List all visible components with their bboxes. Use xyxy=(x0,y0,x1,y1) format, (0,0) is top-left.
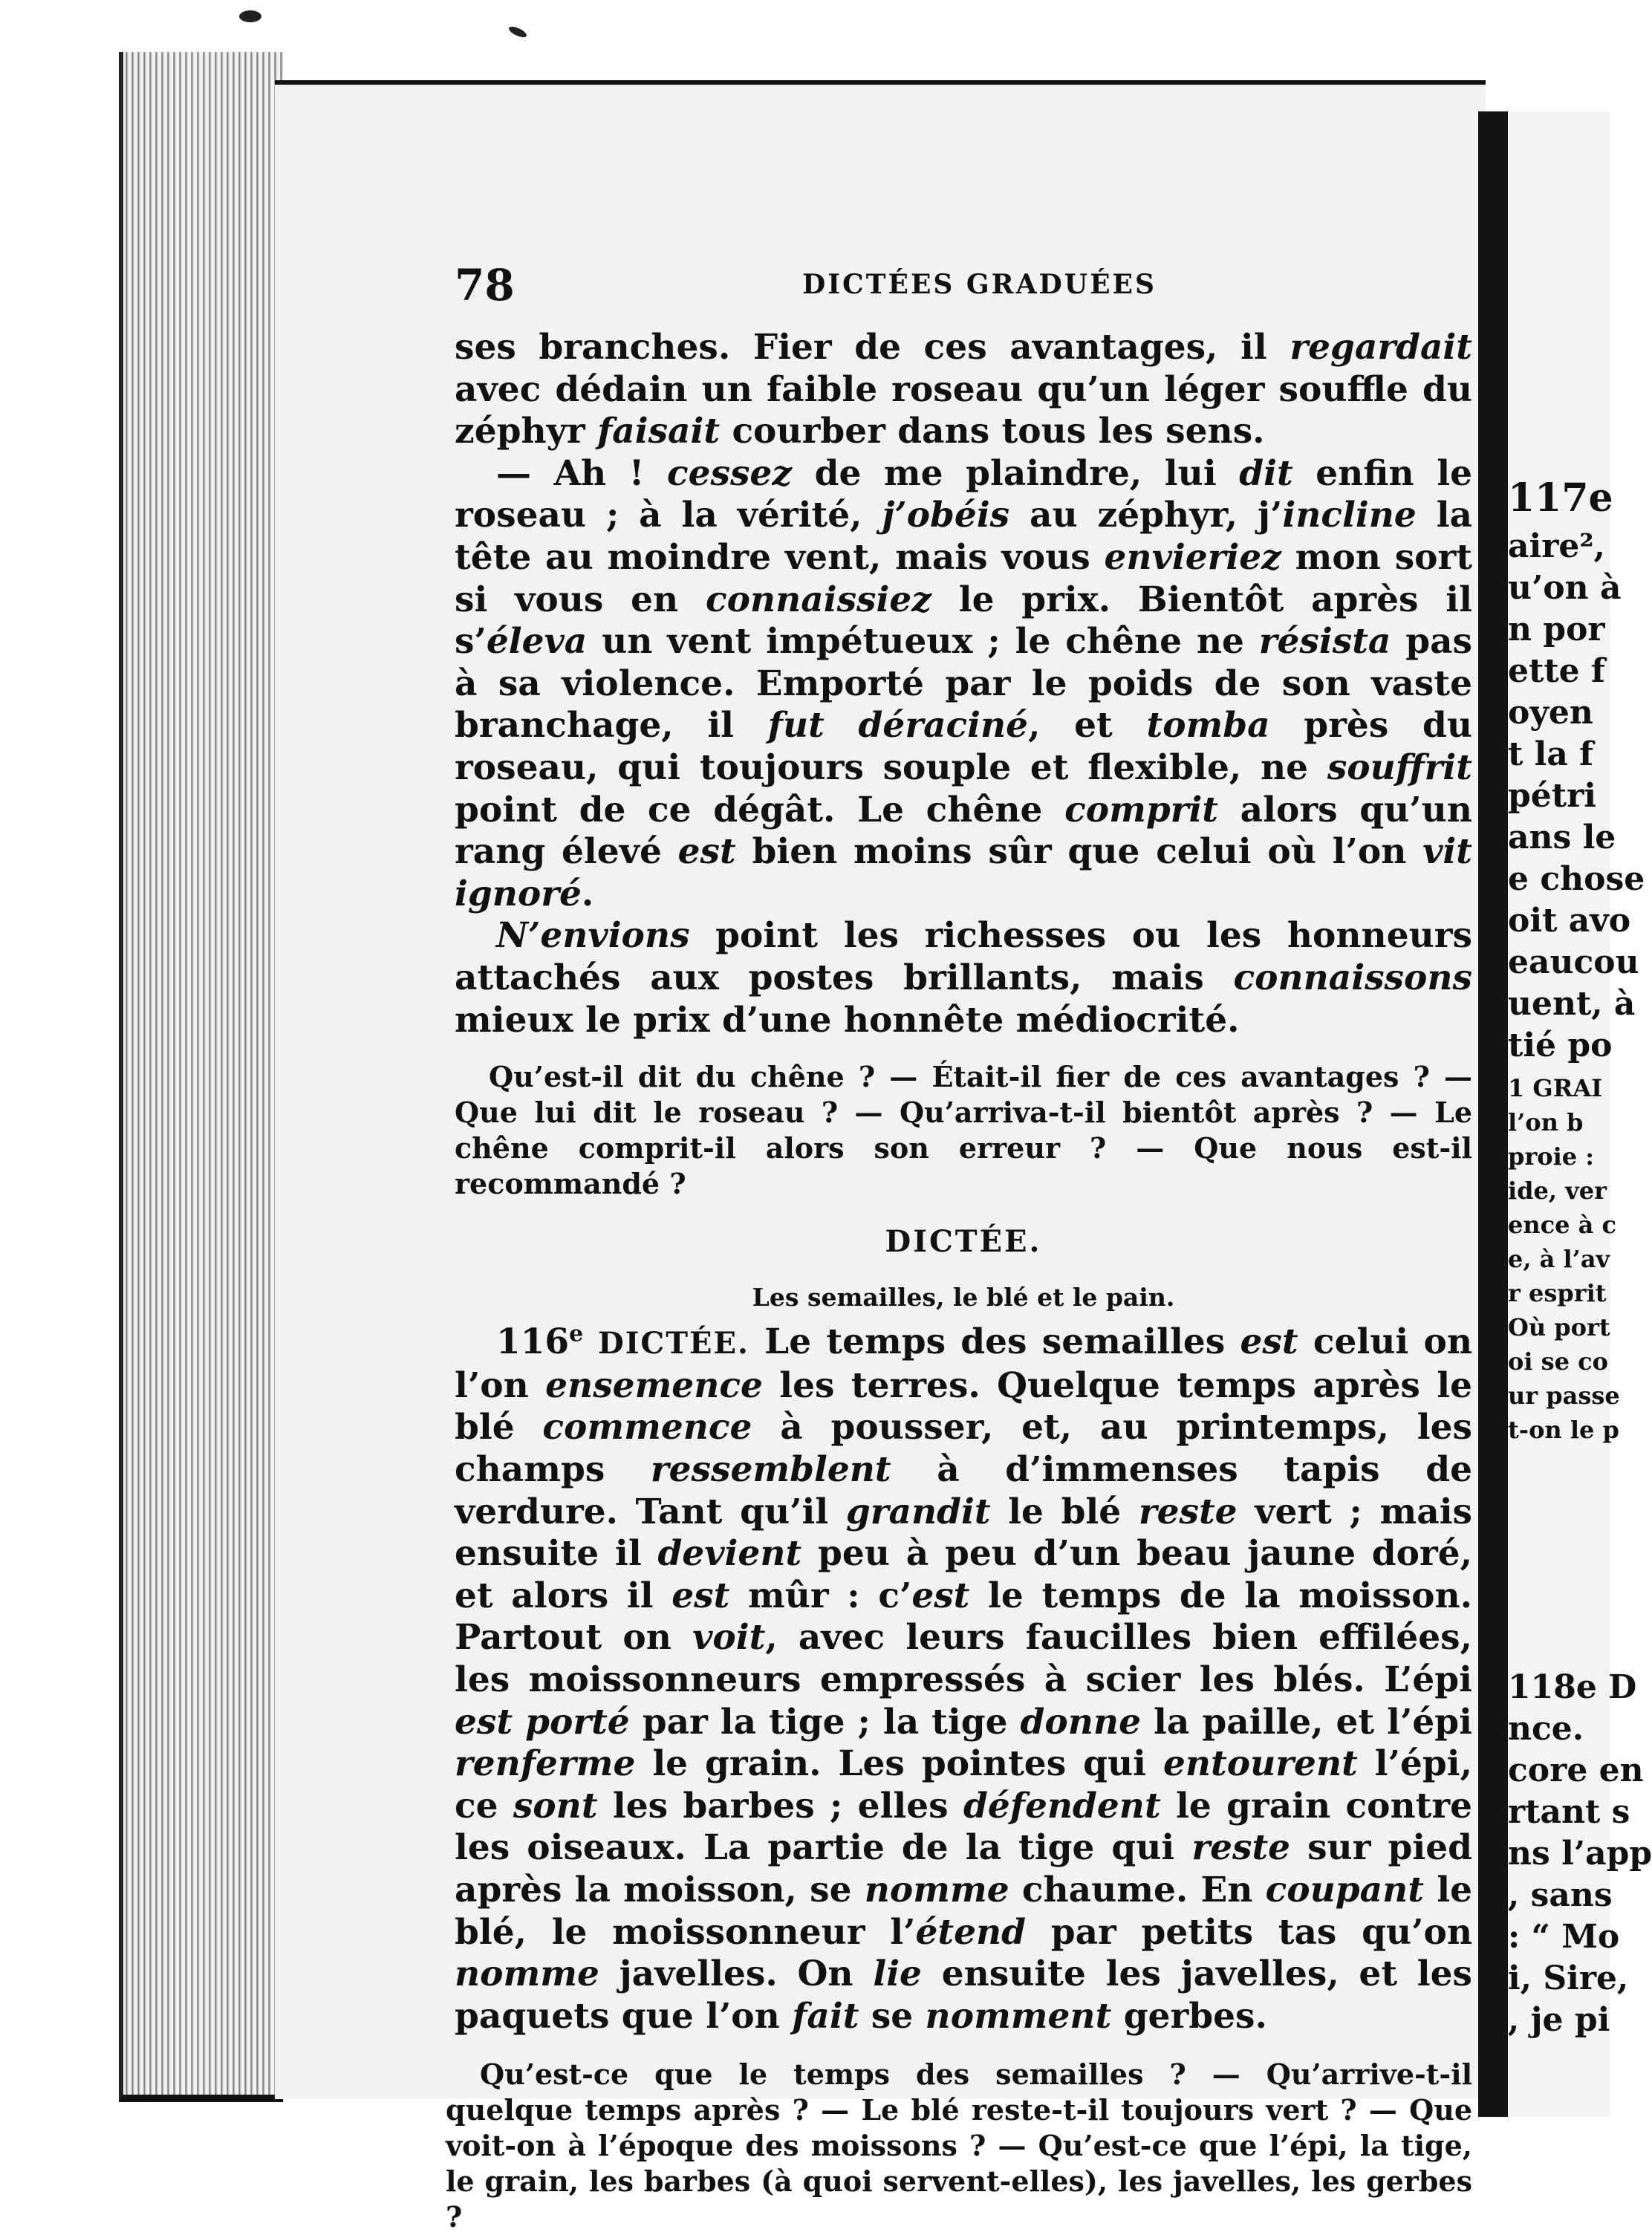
text-run: se xyxy=(859,1995,926,2037)
right-page-line: oit avo xyxy=(1508,902,1631,940)
text-run: un vent impétueux ; le chêne ne xyxy=(587,621,1259,663)
italic-verb: entourent xyxy=(1162,1743,1358,1785)
italic-verb: vit ignoré xyxy=(455,831,1472,914)
text-run: peu à peu d’un beau jaune doré, et alors il xyxy=(455,1533,1473,1616)
italic-verb: fait xyxy=(792,1995,859,2037)
right-page-line: pétri xyxy=(1508,777,1596,815)
italic-verb: cessez xyxy=(666,452,793,494)
page-number: 78 xyxy=(455,260,515,310)
italic-verb: nomment xyxy=(925,1995,1112,2037)
text-run: le grain contre les oiseaux. La partie de la tige qui xyxy=(455,1785,1472,1869)
text-run: mon sort si vous en xyxy=(455,536,1472,620)
text-run: à d’immenses tapis de verdure. Tant qu’il xyxy=(455,1449,1472,1532)
text-run: chaume. En xyxy=(1009,1870,1266,1910)
italic-verb: est xyxy=(677,831,736,873)
text-run: le grain. Les pointes qui xyxy=(635,1743,1163,1785)
right-page-line: ur passe xyxy=(1508,1382,1620,1410)
right-page-line: core en xyxy=(1508,1751,1644,1789)
right-page-line: , je pi xyxy=(1508,2001,1610,2039)
right-page-line: tié po xyxy=(1508,1027,1613,1064)
dictee-label: DICTÉE. xyxy=(583,1326,749,1362)
italic-verb: dit xyxy=(1239,452,1293,494)
italic-verb: est porté xyxy=(455,1701,630,1743)
text-run: Le temps des semailles xyxy=(749,1321,1240,1363)
text-run: alors qu’un rang élevé xyxy=(455,789,1472,873)
italic-verb: est xyxy=(671,1575,730,1616)
italic-verb: donne xyxy=(1020,1701,1142,1743)
right-page-line: t la f xyxy=(1508,735,1594,773)
text-run: gerbes. xyxy=(1111,1995,1267,2037)
section-heading: DICTÉE. xyxy=(885,1224,1042,1260)
italic-verb: est xyxy=(1240,1321,1298,1363)
italic-verb: regardait xyxy=(1290,327,1472,368)
right-page-line: Où port xyxy=(1508,1313,1610,1341)
italic-verb: envieriez xyxy=(1104,536,1281,578)
italic-verb: connaissons xyxy=(1233,957,1472,998)
text-run: ensuite les javelles, et les paquets que l’on xyxy=(455,1953,1472,2037)
text-run: celui on l’on xyxy=(455,1321,1472,1406)
italic-verb: nomme xyxy=(864,1870,1009,1910)
italic-verb: sont xyxy=(513,1785,598,1826)
text-run: la tête au moindre vent, mais vous xyxy=(455,495,1472,578)
text-run: point les richesses ou les honneurs attachés aux postes brillants, mais xyxy=(455,915,1472,998)
italic-verb: devient xyxy=(657,1533,802,1575)
right-page-line: eaucou xyxy=(1508,943,1639,981)
right-page-line: oi se co xyxy=(1508,1347,1608,1376)
text-run: le prix. Bientôt après il s’ xyxy=(455,579,1472,663)
italic-verb: ressemblent xyxy=(650,1449,891,1491)
text-run: mieux le prix d’une honnête médiocrité. xyxy=(455,999,1240,1041)
italic-verb: connaissiez xyxy=(705,579,931,620)
italic-verb: grandit xyxy=(845,1491,991,1532)
right-page-line: t-on le p xyxy=(1508,1416,1619,1444)
right-page-line: ans le xyxy=(1508,819,1616,856)
section-subheading: Les semailles, le blé et le pain. xyxy=(752,1282,1175,1312)
text-run: — Ah ! xyxy=(496,452,667,494)
right-page-line: ns l’app xyxy=(1508,1835,1652,1873)
text-run: de me plaindre, lui xyxy=(792,452,1240,494)
scan-speck xyxy=(507,25,528,39)
right-page-line: proie : xyxy=(1508,1142,1595,1171)
italic-verb: reste xyxy=(1138,1491,1238,1532)
text-run: mûr : c’ xyxy=(729,1575,912,1616)
right-page-line: 117e xyxy=(1508,475,1613,521)
text-run: courber dans tous les sens. xyxy=(720,411,1265,452)
page-body xyxy=(446,327,1473,2235)
right-page-line: oyen xyxy=(1508,694,1593,732)
right-page-line: aire², xyxy=(1508,527,1605,565)
text-run: sur pied après la moisson, se xyxy=(455,1827,1472,1910)
text-run: les barbes ; elles xyxy=(597,1785,963,1826)
text-run: javelles. On xyxy=(599,1953,874,1995)
italic-verb: commence xyxy=(542,1407,752,1448)
italic-verb: tomba xyxy=(1146,705,1270,746)
right-page-line: ide, ver xyxy=(1508,1177,1607,1205)
italic-verb: fut déraciné xyxy=(767,705,1029,746)
right-page-line: u’on à xyxy=(1508,569,1622,607)
italic-verb: coupant xyxy=(1265,1870,1425,1910)
right-page-line: nce. xyxy=(1508,1710,1584,1748)
right-page-line: , sans xyxy=(1508,1876,1613,1914)
italic-verb: reste xyxy=(1191,1827,1291,1869)
italic-verb: est xyxy=(911,1575,970,1616)
italic-verb: résista xyxy=(1258,621,1391,663)
paragraph-fable-dialogue xyxy=(455,453,1472,916)
text-run: le temps de la moisson. Partout on xyxy=(455,1575,1472,1659)
right-page-fragment xyxy=(1508,111,1652,2117)
text-run: le blé, le moissonneur l’ xyxy=(455,1870,1472,1953)
text-run: , avec leurs faucilles bien effilées, les moissonneurs empressés à scier les blés. L’épi xyxy=(455,1617,1472,1701)
italic-verb: éleva xyxy=(486,621,588,663)
text-run: , et xyxy=(1028,705,1147,746)
text-run: . xyxy=(581,873,594,914)
text-run: l’épi, ce xyxy=(455,1743,1472,1826)
paragraph-fable-moral xyxy=(455,915,1472,1041)
right-page-line: 1 GRAI xyxy=(1508,1074,1603,1102)
right-page-line: ence à c xyxy=(1508,1211,1616,1239)
italic-verb: incline xyxy=(1282,495,1417,536)
dictee-number-superscript: e xyxy=(569,1321,584,1347)
right-page-line: ette f xyxy=(1508,652,1605,690)
italic-verb: voit xyxy=(692,1617,766,1659)
text-run: ses branches. Fier de ces avantages, il xyxy=(455,327,1290,368)
text-run: par la tige ; la tige xyxy=(629,1701,1021,1743)
dictee-text xyxy=(455,1321,1472,2037)
right-page-line: 118e D xyxy=(1508,1668,1637,1706)
book-page-edges xyxy=(119,52,283,2102)
paragraph-fable-intro xyxy=(455,327,1472,453)
questions-dictee-116: Qu’est-ce que le temps des semailles ? — Qu’arrive-t-il quelque temps après ? — Le blé reste-t-il toujours vert ? — Que voit-on à l’époque des moissons ? — Qu’est-ce que l’épi, la tige, le grain, les barbes (à quoi servent-elles), les javelles, les gerbes ? xyxy=(446,2057,1472,2234)
text-run: les terres. Quelque temps après le blé xyxy=(455,1364,1472,1448)
italic-verb: nomme xyxy=(455,1953,599,1995)
right-page-line: e, à l’av xyxy=(1508,1245,1610,1273)
italic-verb: étend xyxy=(915,1911,1027,1953)
text-run: enfin le roseau ; à la vérité, xyxy=(455,452,1472,536)
italic-verb: comprit xyxy=(1064,789,1219,830)
right-page-line: r esprit xyxy=(1508,1279,1607,1307)
text-run: au zéphyr, j’ xyxy=(1009,495,1283,536)
text-run: par petits tas qu’on xyxy=(1026,1911,1472,1953)
italic-verb: renferme xyxy=(455,1743,636,1785)
text-run: à pousser, et, au printemps, les champs xyxy=(455,1407,1472,1491)
text-run: point de ce dégât. Le chêne xyxy=(455,789,1065,830)
right-page-line: n por xyxy=(1508,611,1605,648)
right-page-line: rtant s xyxy=(1508,1793,1630,1831)
text-run: le blé xyxy=(990,1491,1139,1532)
text-run: pas à sa violence. Emporté par le poids de son vaste branchage, il xyxy=(455,621,1472,746)
right-page-line: l’on b xyxy=(1508,1108,1584,1136)
text-run: la paille, et l’épi xyxy=(1141,1701,1473,1743)
text-run: près du roseau, qui toujours souple et flexible, ne xyxy=(455,705,1473,788)
italic-verb: ensemence xyxy=(545,1364,763,1406)
italic-verb: faisait xyxy=(597,411,721,452)
right-page-line: e chose xyxy=(1508,860,1645,898)
right-page-line: uent, à xyxy=(1508,985,1636,1023)
italic-verb: souffrit xyxy=(1327,746,1472,788)
right-page-line: : “ Mo xyxy=(1508,1918,1620,1956)
questions-fable: Qu’est-il dit du chêne ? — Était-il fier de ces avantages ? — Que lui dit le roseau ? — Qu’arriva-t-il bientôt après ? — Le chêne comprit-il alors son erreur ? — Que nous est-il recommandé ? xyxy=(455,1060,1472,1201)
running-head: DICTÉES GRADUÉES xyxy=(802,269,1157,300)
scan-speck xyxy=(239,10,261,22)
dictee-number: 116 xyxy=(496,1321,570,1363)
text-run: avec dédain un faible roseau qu’un léger souffle du zéphyr xyxy=(455,368,1472,452)
text-run: vert ; mais ensuite il xyxy=(455,1491,1473,1575)
italic-verb: j’obéis xyxy=(882,495,1010,536)
italic-verb: N’envions xyxy=(496,915,690,957)
italic-verb: lie xyxy=(873,1953,922,1995)
italic-verb: défendent xyxy=(963,1785,1161,1826)
text-run: bien moins sûr que celui où l’on xyxy=(735,831,1423,873)
paragraph-dictee-116 xyxy=(455,1321,1472,2037)
right-page-line: i, Sire, xyxy=(1508,1959,1629,1997)
